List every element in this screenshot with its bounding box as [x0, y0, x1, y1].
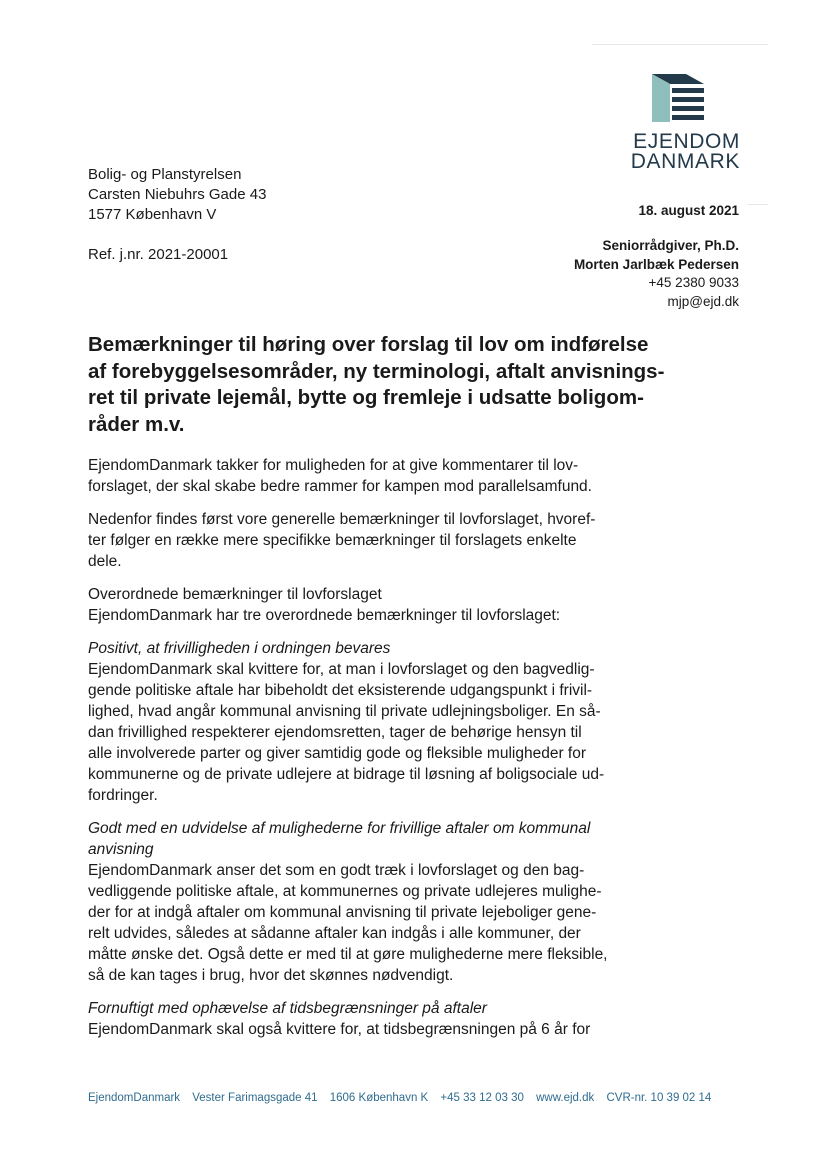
letter-date: 18. august 2021 [638, 203, 739, 218]
subsection-heading: Positivt, at frivilligheden i ordningen bevares [88, 640, 391, 657]
text-line: Nedenfor findes først vore generelle bemærkninger til lovforslaget, hvoref- [88, 511, 596, 528]
text-line: relt udvides, således at sådanne aftaler kan indgås i alle kommuner, der [88, 925, 581, 942]
date-rule [748, 204, 768, 205]
sender-email: mjp@ejd.dk [667, 293, 739, 309]
text-line: EjendomDanmark takker for muligheden for at give kommentarer til lov- [88, 457, 579, 474]
text-line: måtte ønske det. Også dette er med til at gøre mulighederne mere fleksible, [88, 946, 608, 963]
text-line: alle involverede parter og giver samtidig gode og fleksible muligheder for [88, 745, 586, 762]
text-line: lighed, hvad angår kommunal anvisning til private udlejningsboliger. En så- [88, 703, 601, 720]
recipient-city: 1577 København V [88, 206, 217, 223]
header-rule [592, 44, 768, 45]
text-line: dele. [88, 553, 122, 570]
logo-wordmark [622, 132, 740, 172]
text-line: ter følger en række mere specifikke bemærkninger til forslagets enkelte [88, 532, 577, 549]
text-line: kommunerne og de private udlejere at bidrage til løsning af boligsociale ud- [88, 766, 605, 783]
text-line: EjendomDanmark skal kvittere for, at man i lovforslaget og den bagvedlig- [88, 661, 595, 678]
sender-title: Seniorrådgiver, Ph.D. [602, 238, 739, 253]
text-line: så de kan tages i brug, hvor det skønnes nødvendigt. [88, 967, 454, 984]
recipient-address [88, 165, 266, 225]
footer-phone: +45 33 12 03 30 [440, 1092, 524, 1104]
title-line: ret til private lejemål, bytte og fremleje i udsatte boligom- [88, 386, 644, 409]
subsection-expanded-agreements [88, 818, 688, 986]
text-line: fordringer. [88, 787, 158, 804]
text-line: dan frivillighed respekterer ejendomsretten, tager de behørige hensyn til [88, 724, 582, 741]
subsection-heading: anvisning [88, 841, 154, 858]
overview-paragraph [88, 509, 688, 572]
text-line: vedliggende politiske aftale, at kommunernes og private udlejeres mulighe- [88, 883, 602, 900]
subsection-heading: Fornuftigt med ophævelse af tidsbegrænsninger på aftaler [88, 1000, 487, 1017]
logo-line-2: DANMARK [630, 150, 740, 173]
subsection-time-limits [88, 998, 688, 1040]
footer-org: EjendomDanmark [88, 1092, 181, 1104]
text-line: EjendomDanmark har tre overordnede bemærkninger til lovforslaget: [88, 607, 561, 624]
title-line: råder m.v. [88, 412, 185, 436]
sender-contact [574, 237, 739, 311]
text-line: forslaget, der skal skabe bedre rammer for kampen mod parallelsamfund. [88, 478, 592, 495]
sender-name: Morten Jarlbæk Pedersen [573, 256, 739, 272]
title-line: Bemærkninger til høring over forslag til lov om indførelse [88, 333, 649, 356]
text-line: EjendomDanmark anser det som en godt træk i lovforslaget og den bag- [88, 862, 585, 879]
logo-line-1: EJENDOM [633, 130, 740, 153]
company-logo [622, 72, 740, 172]
text-line: EjendomDanmark skal også kvittere for, at tidsbegrænsningen på 6 år for [88, 1021, 591, 1038]
footer-city: 1606 København K [329, 1092, 429, 1104]
intro-paragraph [88, 455, 688, 497]
footer-address: Vester Farimagsgade 41 [192, 1092, 318, 1104]
text-line: der for at indgå aftaler om kommunal anvisning til private lejeboliger gene- [88, 904, 597, 921]
section-general-remarks [88, 584, 688, 626]
subsection-voluntariness [88, 638, 688, 806]
text-line: gende politiske aftale har bibeholdt det eksisterende udgangspunkt i frivil- [88, 682, 593, 699]
recipient-street: Carsten Niebuhrs Gade 43 [88, 186, 267, 203]
recipient-name: Bolig- og Planstyrelsen [88, 166, 242, 183]
page-footer [88, 1092, 711, 1104]
reference-number: Ref. j.nr. 2021-20001 [88, 246, 229, 263]
title-line: af forebyggelsesområder, ny terminologi, aftalt anvisnings- [88, 359, 665, 383]
section-heading: Overordnede bemærkninger til lovforslaget [88, 586, 382, 603]
sender-phone: +45 2380 9033 [648, 275, 739, 290]
footer-cvr: CVR-nr. 10 39 02 14 [606, 1092, 712, 1104]
logo-stack-icon [652, 72, 704, 122]
footer-website: www.ejd.dk [536, 1092, 595, 1104]
subsection-heading: Godt med en udvidelse af mulighederne for frivillige aftaler om kommunal [88, 820, 591, 837]
letter-title [88, 332, 678, 438]
letter-body [88, 455, 688, 1052]
